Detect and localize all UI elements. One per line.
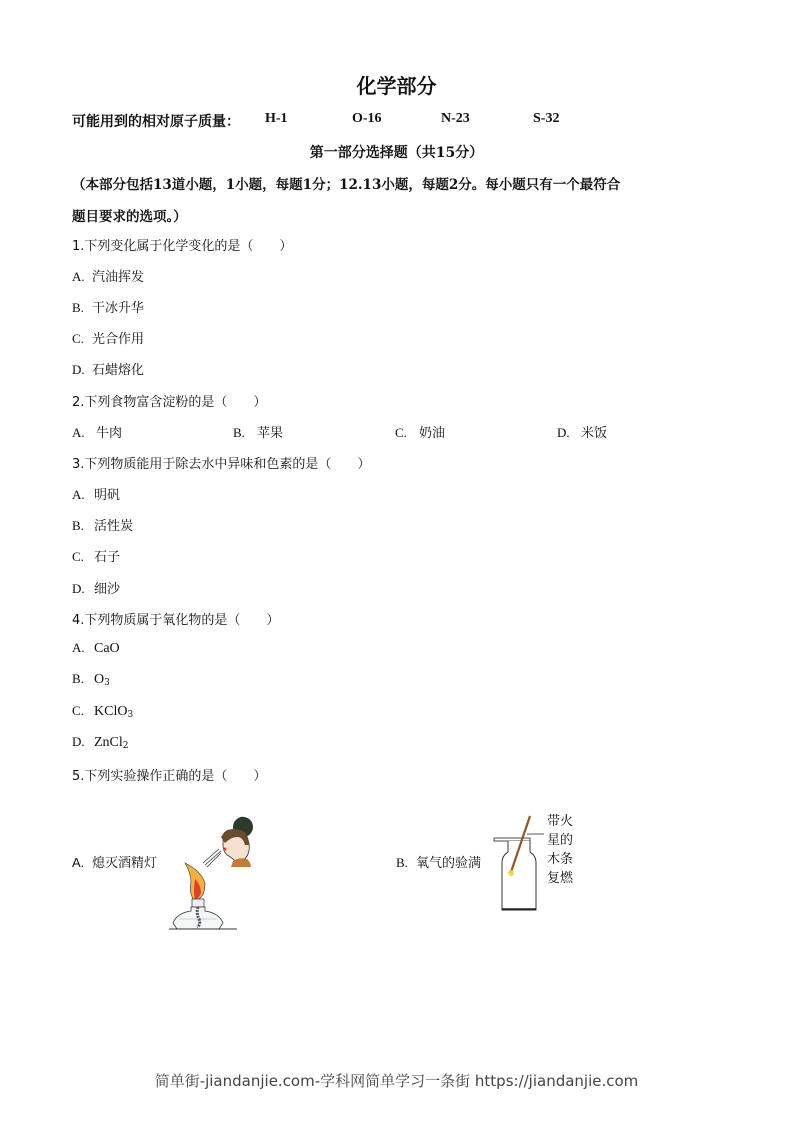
question-2-option-c[interactable]: C. 奶油	[395, 425, 446, 441]
question-3-stem: 3.下列物质能用于除去水中异味和色素的是（ ）	[72, 457, 371, 472]
question-2-option-d[interactable]: D. 米饭	[557, 425, 608, 441]
alcohol-lamp-figure	[165, 815, 260, 930]
question-4-option-a[interactable]: A. CaO	[72, 640, 120, 656]
question-2-stem: 2.下列食物富含淀粉的是（ ）	[72, 395, 267, 410]
atomic-mass-n: N-23	[441, 111, 470, 126]
question-2-option-b[interactable]: B. 苹果	[233, 425, 284, 441]
atomic-mass-o: O-16	[352, 111, 382, 126]
question-3-option-d[interactable]: D. 细沙	[72, 581, 121, 597]
question-1-stem: 1.下列变化属于化学变化的是（ ）	[72, 239, 293, 254]
atomic-mass-s: S-32	[533, 111, 560, 126]
question-3-option-a[interactable]: A. 明矾	[72, 487, 121, 503]
section-instructions-line2: 题目要求的选项。）	[72, 209, 187, 225]
question-1-option-b[interactable]: B. 干冰升华	[72, 300, 145, 316]
question-5-option-a[interactable]: A. 熄灭酒精灯	[72, 855, 158, 871]
question-3-option-c[interactable]: C. 石子	[72, 549, 121, 565]
section-heading: 第一部分选择题（共15分）	[309, 145, 484, 161]
question-5-option-b[interactable]: B. 氧气的验满	[396, 855, 482, 871]
page-title: 化学部分	[356, 74, 437, 98]
question-4-option-d[interactable]: D. ZnCl$_2$	[72, 734, 129, 751]
atomic-mass-h: H-1	[265, 111, 288, 126]
oxygen-bottle-figure	[492, 812, 544, 912]
atomic-mass-label: 可能用到的相对原子质量：	[72, 114, 240, 130]
question-1-option-d[interactable]: D. 石蜡熔化	[72, 362, 145, 378]
question-1-option-c[interactable]: C. 光合作用	[72, 331, 145, 347]
question-5-stem: 5.下列实验操作正确的是（ ）	[72, 769, 267, 784]
question-4-option-c[interactable]: C. KClO$_3$	[72, 703, 134, 720]
question-4-stem: 4.下列物质属于氧化物的是（ ）	[72, 613, 280, 628]
footer-watermark: 简单街-jiandanjie.com-学科网简单学习一条街 https://jiandanjie.com	[154, 1072, 639, 1090]
question-3-option-b[interactable]: B. 活性炭	[72, 518, 134, 534]
question-1-option-a[interactable]: A. 汽油挥发	[72, 269, 145, 285]
question-2-option-a[interactable]: A. 牛肉	[72, 425, 123, 441]
oxygen-test-caption: 带火星的木条复燃	[547, 814, 574, 886]
section-instructions-line1: （本部分包括13道小题，1小题，每题1分；12.13小题，每题2分。每小题只有一个最符合	[72, 177, 621, 193]
question-4-option-b[interactable]: B. $O_3$	[72, 671, 110, 688]
